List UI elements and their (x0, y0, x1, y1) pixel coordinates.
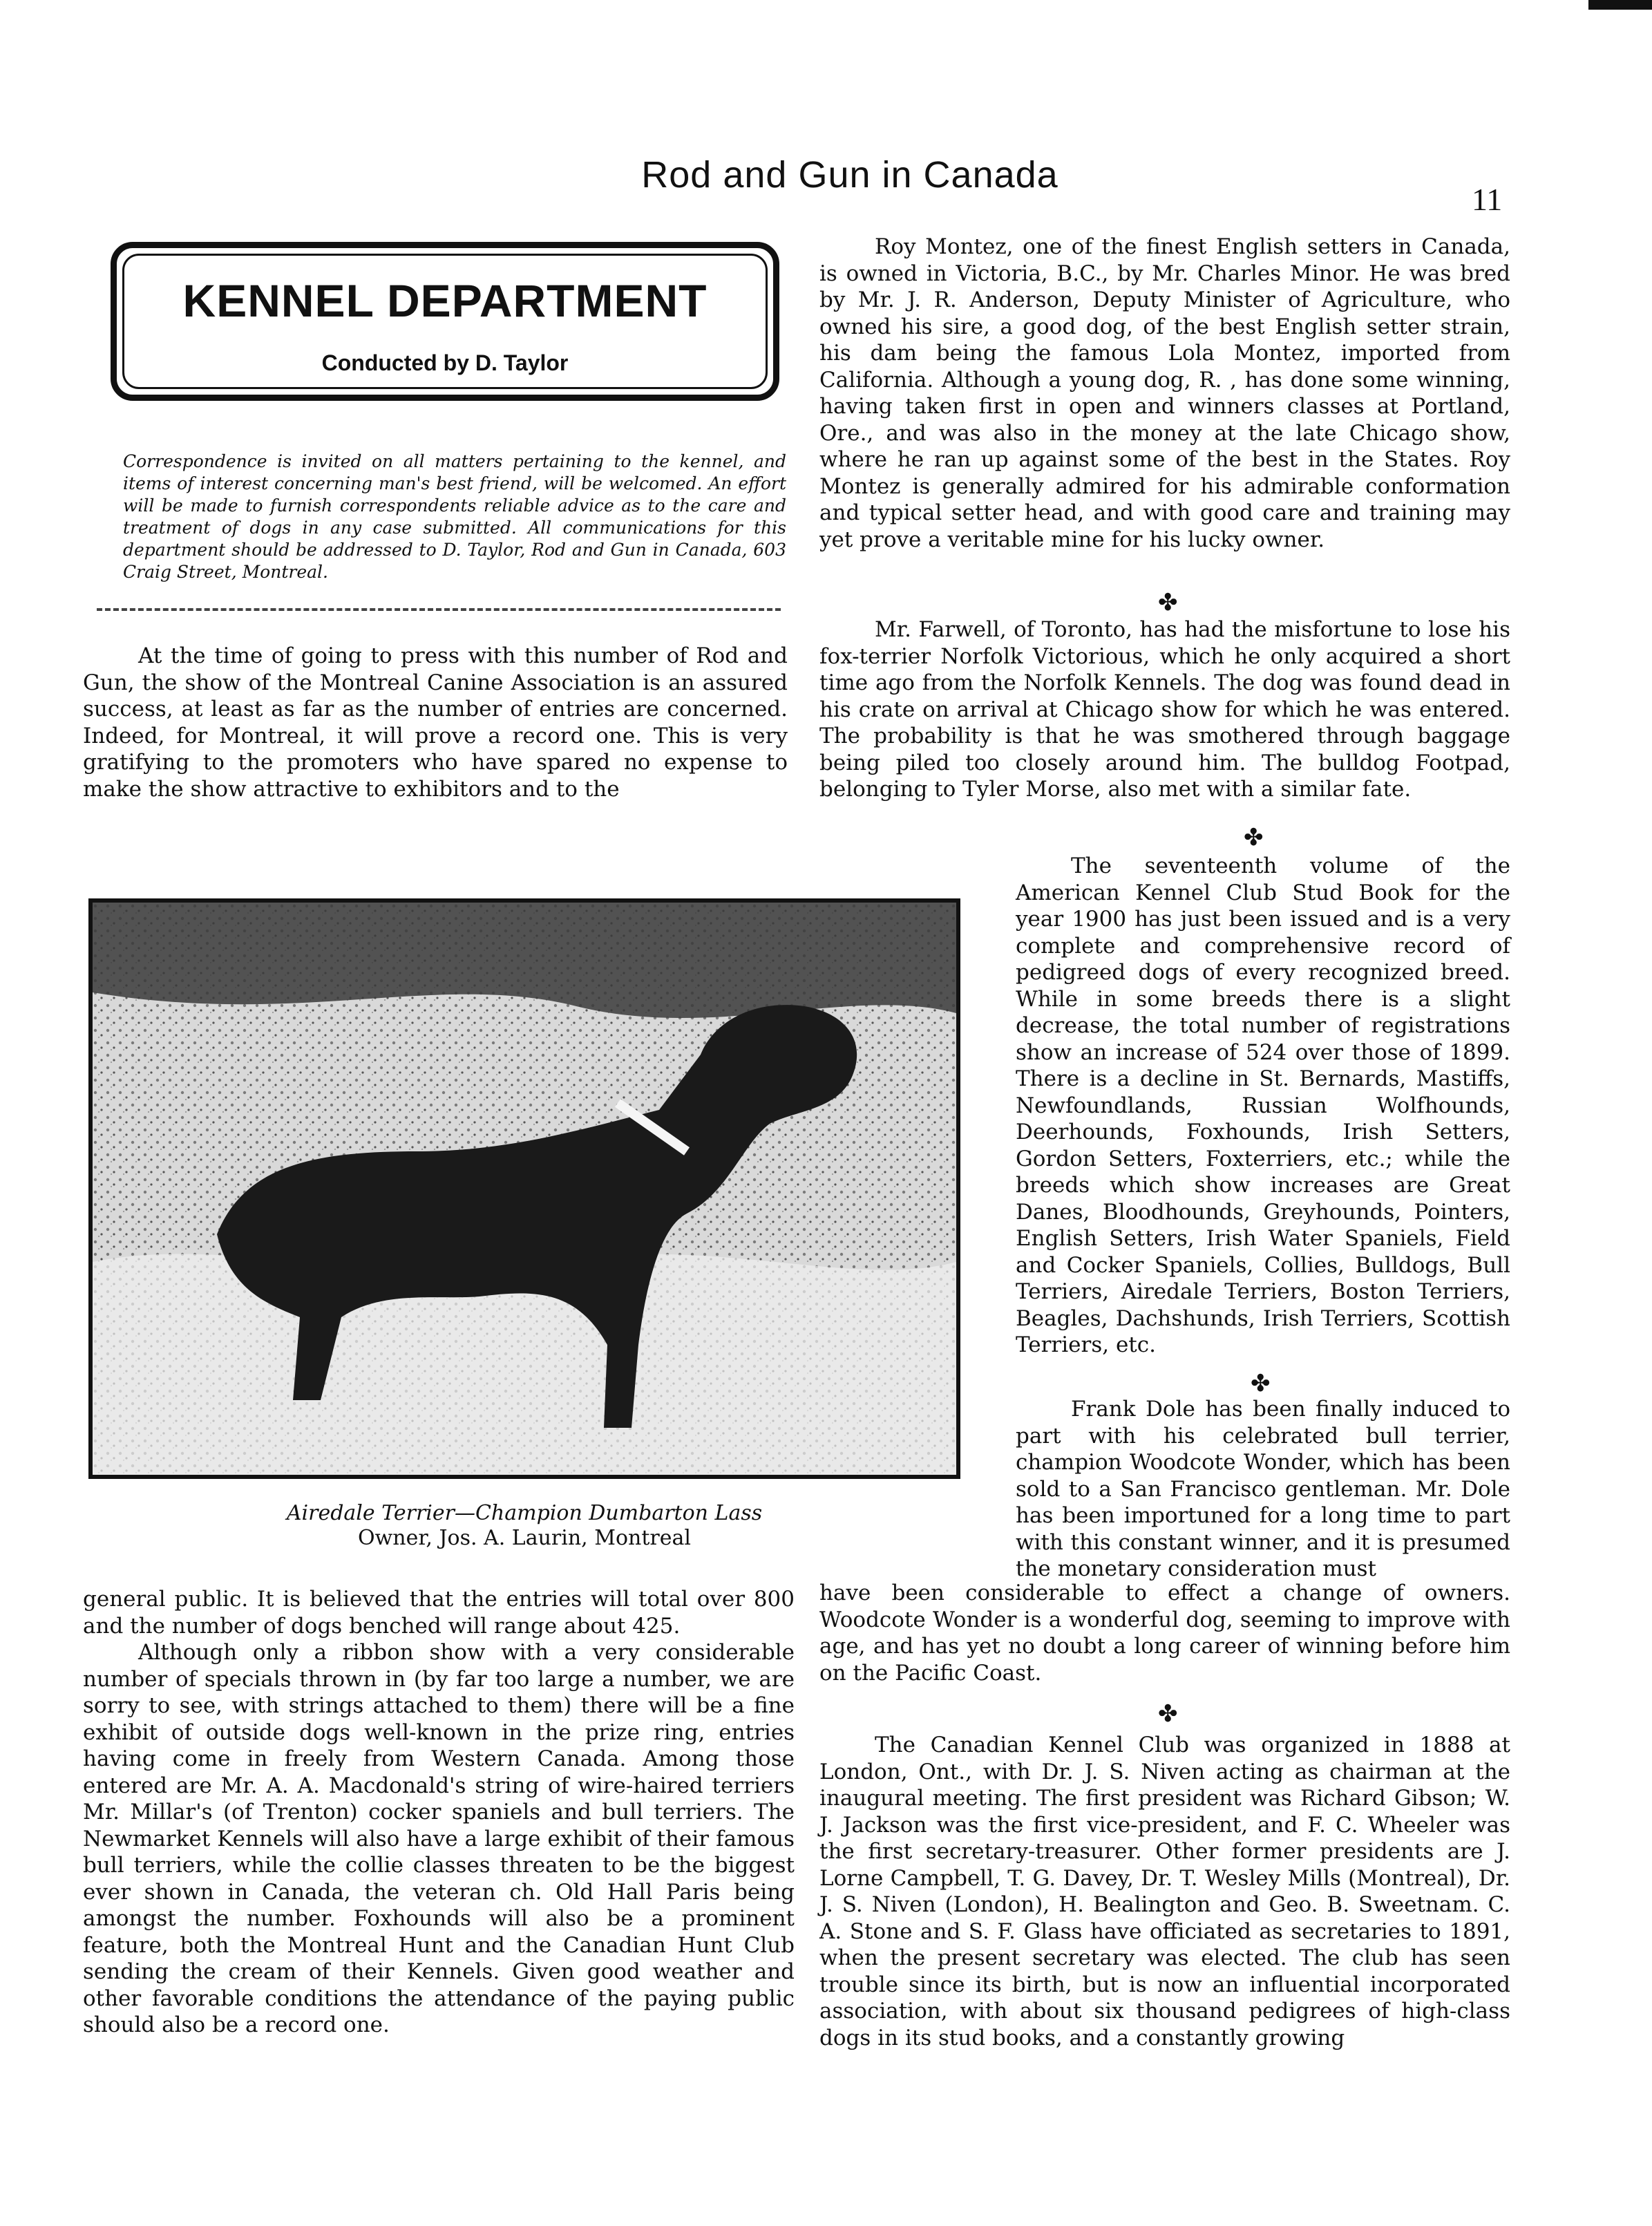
article-montreal-show (83, 643, 788, 802)
ornament-separator: ✤ (1158, 589, 1178, 616)
paragraph: The seventeenth volume of the American Kennel Club Stud Book for the year 1900 has just been issued and is a very complete and comprehensive record of pedigreed dogs of every recognized breed. While in some breeds there is a slight decrease, the total number of registrations show an increase of 524 over those of 1899. There is a decline in St. Bernards, Mastiffs, Newfoundlands, Russian Wolfhounds, Deerhounds, Foxhounds, Irish Setters, Gordon Setters, Foxterriers, etc.; while the breeds which show increases are Great Danes, Bloodhounds, Greyhounds, Pointers, English Setters, Irish Water Spaniels, Field and Cocker Spaniels, Collies, Bulldogs, Bull Terriers, Airedale Terriers, Boston Terriers, Beagles, Dachshunds, Irish Terriers, Scottish Terriers, etc. (1016, 853, 1510, 1357)
article-canadian-kennel-club (819, 1732, 1510, 2051)
ornament-separator: ✤ (1244, 824, 1264, 851)
paragraph: At the time of going to press with this number of Rod and Gun, the show of the Montreal Canine Association is an assured success, at least as far as the number of entries are concerned. Indeed, for Montreal, it will prove a record one. This is very gratifying to the promoters who have spared no expense to make the show attractive to exhibitors and to the (83, 643, 788, 802)
running-header: Rod and Gun in Canada (641, 154, 1058, 196)
article-roy-montez (819, 234, 1510, 553)
page-number: 11 (1472, 182, 1503, 217)
article-farwell (819, 616, 1510, 803)
paragraph: Roy Montez, one of the finest English setters in Canada, is owned in Victoria, B.C., by Mr. Charles Minor. He was bred by Mr. J. R. Anderson, Deputy Minister of Agriculture, who owned his sire, a good dog, of the best English setter strain, his dam being the famous Lola Montez, imported from California. Although a young dog, R. , has done some winning, having taken first in open and winners classes at Portland, Ore., and was also in the money at the late Chicago show, where he ran up against some of the best in the States. Roy Montez is generally admired for his admirable conformation and typical setter head, and with good care and training may yet prove a veritable mine for his lucky owner. (819, 234, 1510, 552)
department-title: KENNEL DEPARTMENT (182, 275, 708, 326)
article-woodcote-wonder-continued (819, 1580, 1510, 1686)
paragraph: Mr. Farwell, of Toronto, has had the misfortune to lose his fox-terrier Norfolk Victorious, which he only acquired a short time ago from the Norfolk Kennels. The dog was found dead in his crate on arrival at Chicago show for which he was entered. The probability is that he was smothered through baggage being piled too closely around him. The bulldog Footpad, belonging to Tyler Morse, also met with a similar fate. (819, 617, 1510, 802)
article-montreal-show-continued (83, 1586, 795, 2039)
paragraph: have been considerable to effect a change of owners. Woodcote Wonder is a wonderful dog, seeming to improve with age, and has yet no doubt a long career of winning before him on the Pacific Coast. (819, 1581, 1510, 1686)
paragraph: Frank Dole has been finally induced to part with his celebrated bull terrier, champion Woodcote Wonder, which has been sold to a San Francisco gentleman. Mr. Dole has been importuned for a long time to part with this constant winner, and it is presumed the monetary consideration must (1016, 1397, 1510, 1581)
section-divider (97, 608, 781, 621)
paragraph: Although only a ribbon show with a very considerable number of specials thrown in (by far too large a number, we are sorry to see, with strings attached to them) there will be a fine exhibit of outside dogs well-known in the prize ring, entries having come in freely from Western Canada. Among those entered are Mr. A. A. Macdonald's string of wire-haired terriers Mr. Millar's (of Trenton) cocker spaniels and bull terriers. The Newmarket Kennels will also have a large exhibit of their famous bull terriers, while the collie classes threaten to be the biggest ever shown in Canada, the veteran ch. Old Hall Paris being amongst the number. Foxhounds will also be a prominent feature, both the Montreal Hunt and the Canadian Hunt Club sending the cream of their Kennels. Given good weather and other favorable conditions the attendance of the paying public should also be a record one. (83, 1640, 795, 2037)
caption-owner: Owner, Jos. A. Laurin, Montreal (358, 1526, 691, 1550)
correspondence-note: Correspondence is invited on all matters pertaining to the kennel, and items of interest concerning man's best friend, will be welcomed. An effort will be made to furnish correspondents reliable advice as to the care and treatment of dogs in any case submitted. All communications for this department should be addressed to D. Taylor, Rod and Gun in Canada, 603 Craig Street, Montreal. (123, 451, 786, 582)
paragraph: general public. It is believed that the entries will total over 800 and the number of dogs benched will range about 425. (83, 1587, 795, 1639)
caption-title: Airedale Terrier—Champion Dumbarton Lass (286, 1501, 763, 1525)
ornament-separator: ✤ (1251, 1370, 1271, 1397)
ornament-separator: ✤ (1158, 1700, 1178, 1728)
photo-caption (88, 1501, 960, 1551)
scan-corner-mark (1588, 0, 1652, 10)
airedale-terrier-image (93, 903, 956, 1475)
department-heading-box (111, 242, 779, 401)
paragraph: The Canadian Kennel Club was organized in 1888 at London, Ont., with Dr. J. S. Niven acting as chairman at the inaugural meeting. The first president was Richard Gibson; W. J. Jackson was the first vice-president, and F. C. Wheeler was the first secretary-treasurer. Other former presidents are J. Lorne Campbell, T. G. Davey, Dr. T. Wesley Mills (Montreal), Dr. J. S. Niven (London), H. Bealington and Geo. B. Sweetnam. C. A. Stone and S. F. Glass have officiated as secretaries to 1891, when the present secretary was elected. The club has seen trouble since its birth, but is now an influential incorporated association, with about six thousand pedigrees of high-class dogs in its stud books, and a constantly growing (819, 1733, 1510, 2050)
article-stud-book (1016, 853, 1510, 1359)
dog-photograph (88, 898, 960, 1479)
article-woodcote-wonder (1016, 1396, 1510, 1583)
department-byline: Conducted by D. Taylor (321, 350, 569, 375)
